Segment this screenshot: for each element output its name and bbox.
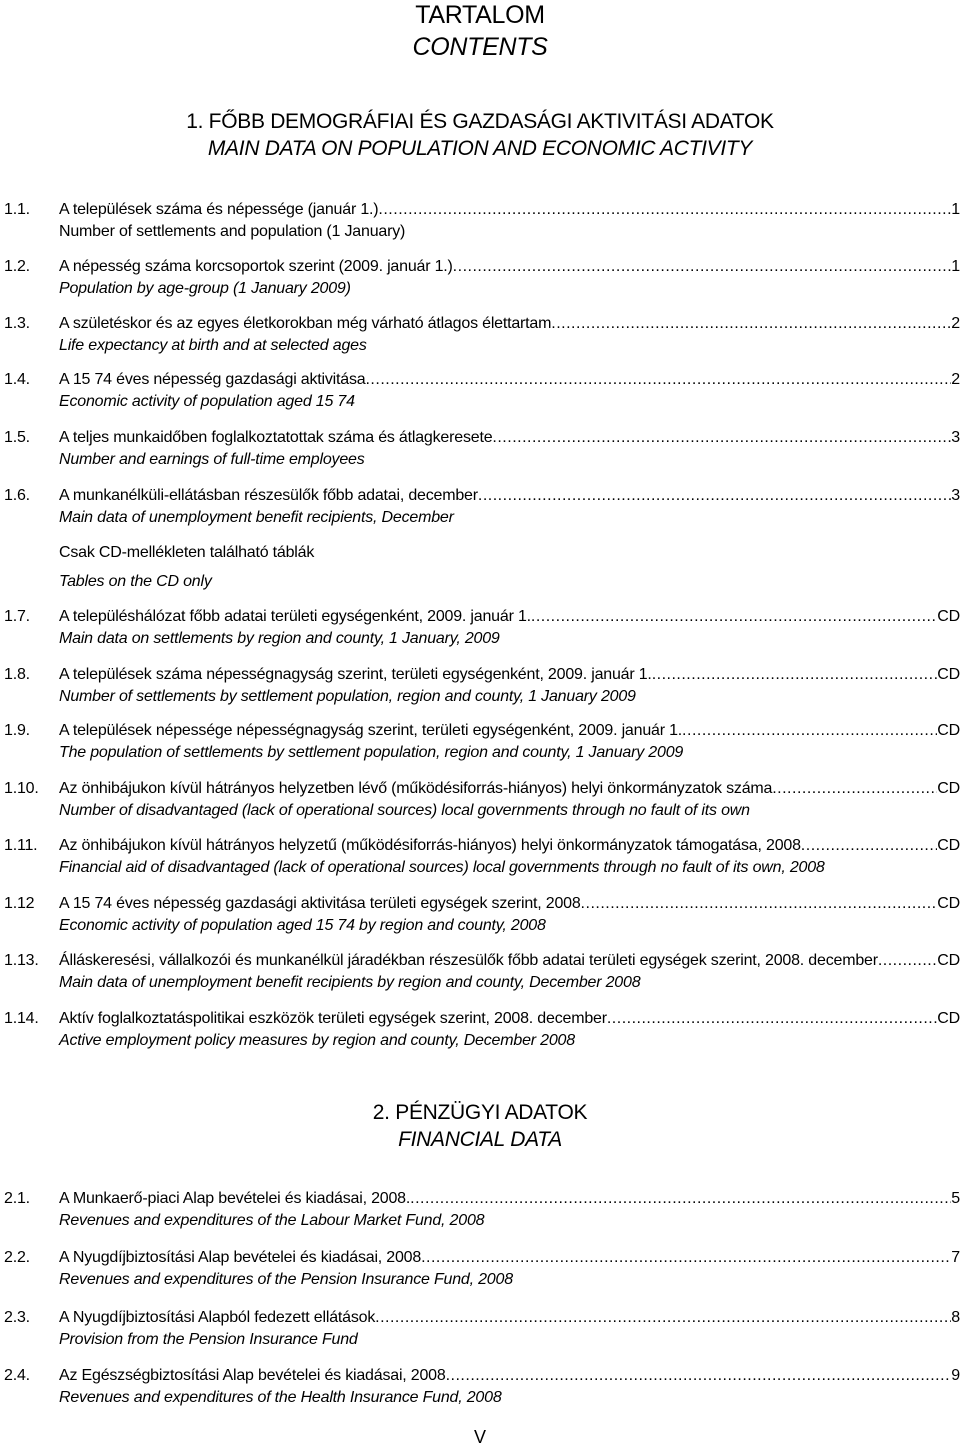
toc-entry-1-1[interactable] [4, 199, 960, 243]
entry-title: A települések száma és népessége (január 1.) [59, 201, 379, 218]
entry-title-en: Main data on settlements by region and county, 1 January, 2009 [59, 630, 500, 647]
entry-title: A teljes munkaidőben foglalkoztatottak száma és átlagkeresete [59, 429, 493, 446]
entry-page: CD [937, 895, 960, 912]
entry-title: A 15 74 éves népesség gazdasági aktivitása [59, 371, 366, 388]
dot-leader [478, 485, 951, 507]
entry-title: A Munkaerő-piaci Alap bevételei és kiadásai, 2008. [59, 1190, 411, 1207]
entry-title-en: Economic activity of population aged 15 74 by region and county, 2008 [59, 917, 546, 934]
dot-leader [801, 835, 937, 857]
toc-entry-1-12[interactable] [4, 893, 960, 937]
entry-number: 1.13. [4, 952, 39, 969]
section-2-title: 2. PÉNZÜGYI ADATOK [372, 1101, 588, 1124]
entry-page: 1 [951, 258, 960, 275]
toc-entry-2-3[interactable] [4, 1307, 960, 1351]
entry-page: 2 [951, 315, 960, 332]
entry-number: 1.5. [4, 429, 30, 446]
toc-entry-1-7[interactable] [4, 606, 960, 650]
section-1-title-en: MAIN DATA ON POPULATION AND ECONOMIC ACTIVITY [207, 137, 753, 160]
entry-title-en: Revenues and expenditures of the Pension Insurance Fund, 2008 [59, 1271, 513, 1288]
dot-leader [551, 313, 951, 335]
entry-page: 9 [951, 1367, 960, 1384]
entry-title-en: Revenues and expenditures of the Health Insurance Fund, 2008 [59, 1389, 502, 1406]
entry-title: Az önhibájukon kívül hátrányos helyzetű (működésiforrás-hiányos) helyi önkormányzatok támogatása, 2008 [59, 837, 801, 854]
toc-entry-1-2[interactable] [4, 256, 960, 300]
dot-leader [375, 1307, 951, 1329]
dot-leader [531, 606, 937, 628]
toc-entry-1-4[interactable] [4, 369, 960, 413]
dot-leader [772, 778, 937, 800]
page-title-en: CONTENTS [412, 33, 548, 61]
toc-entry-2-2[interactable] [4, 1247, 960, 1291]
entry-number: 2.4. [4, 1367, 30, 1384]
cd-only-note: Csak CD-mellékleten található táblák [59, 544, 315, 561]
entry-title: A Nyugdíjbiztosítási Alapból fedezett ellátások [59, 1309, 376, 1326]
dot-leader [378, 199, 951, 221]
entry-number: 1.9. [4, 722, 30, 739]
entry-title: A népesség száma korcsoportok szerint (2009. január 1.) [59, 258, 453, 275]
dot-leader [492, 427, 951, 449]
toc-entry-2-1[interactable] [4, 1188, 960, 1232]
entry-title-en: Number and earnings of full-time employees [59, 451, 365, 468]
entry-page: 3 [951, 429, 960, 446]
toc-entry-1-11[interactable] [4, 835, 960, 879]
entry-title: A munkanélküli-ellátásban részesülők főbb adatai, december [59, 487, 478, 504]
entry-page: CD [937, 1010, 960, 1027]
entry-title: Az önhibájukon kívül hátrányos helyzetben lévő (működésiforrás-hiányos) helyi önkormányzatok száma [59, 780, 773, 797]
dot-leader [652, 664, 938, 686]
entry-title-en: The population of settlements by settlement population, region and county, 1 January 2009 [59, 744, 684, 761]
dot-leader [410, 1188, 951, 1210]
entry-page: CD [937, 608, 960, 625]
entry-number: 1.3. [4, 315, 30, 332]
entry-number: 1.10. [4, 780, 39, 797]
toc-entry-1-8[interactable] [4, 664, 960, 708]
entry-page: CD [937, 780, 960, 797]
section-2-title-en: FINANCIAL DATA [398, 1128, 562, 1151]
entry-number: 2.1. [4, 1190, 30, 1207]
entry-page: CD [937, 952, 960, 969]
entry-page: 8 [951, 1309, 960, 1326]
entry-page: 7 [951, 1249, 960, 1266]
dot-leader [682, 720, 937, 742]
entry-title-en: Active employment policy measures by region and county, December 2008 [59, 1032, 575, 1049]
entry-title: Az Egészségbiztosítási Alap bevételei és kiadásai, 2008 [59, 1367, 446, 1384]
dot-leader [365, 369, 951, 391]
entry-title: A településhálózat főbb adatai területi egységenként, 2009. január 1. [59, 608, 531, 625]
dot-leader [878, 950, 937, 972]
toc-entry-1-3[interactable] [4, 313, 960, 357]
entry-title-en: Number of settlements and population (1 January) [59, 223, 406, 240]
page-number: V [473, 1427, 486, 1447]
page-title: TARTALOM [415, 1, 545, 29]
entry-title: Álláskeresési, vállalkozói és munkanélkül járadékban részesülők főbb adatai területi egységek szerint, 2008. december [59, 952, 878, 969]
entry-page: CD [937, 722, 960, 739]
entry-number: 1.11. [4, 837, 38, 854]
entry-title-en: Number of settlements by settlement population, region and county, 1 January 2009 [59, 688, 636, 705]
dot-leader [421, 1247, 951, 1269]
entry-title: A születéskor és az egyes életkorokban még várható átlagos élettartam [59, 315, 552, 332]
entry-number: 1.6. [4, 487, 30, 504]
toc-entry-1-9[interactable] [4, 720, 960, 764]
entry-title-en: Life expectancy at birth and at selected ages [59, 337, 367, 354]
entry-title-en: Main data of unemployment benefit recipients, December [59, 509, 454, 526]
entry-title-en: Main data of unemployment benefit recipients by region and county, December 2008 [59, 974, 641, 991]
entry-number: 1.8. [4, 666, 30, 683]
entry-page: CD [937, 666, 960, 683]
dot-leader [607, 1008, 937, 1030]
dot-leader [581, 893, 938, 915]
entry-title: A települések száma népességnagyság szerint, területi egységenként, 2009. január 1. [59, 666, 652, 683]
toc-entry-1-6[interactable] [4, 485, 960, 529]
toc-entry-1-14[interactable] [4, 1008, 960, 1052]
entry-number: 2.2. [4, 1249, 30, 1266]
entry-title: A Nyugdíjbiztosítási Alap bevételei és kiadásai, 2008 [59, 1249, 422, 1266]
entry-number: 1.2. [4, 258, 30, 275]
toc-entry-2-4[interactable] [4, 1365, 960, 1409]
entry-page: CD [937, 837, 960, 854]
entry-title: A települések népessége népességnagyság szerint, területi egységenként, 2009. január 1. [59, 722, 683, 739]
entry-title-en: Provision from the Pension Insurance Fund [59, 1331, 358, 1348]
entry-page: 1 [951, 201, 960, 218]
dot-leader [453, 256, 952, 278]
toc-entry-1-10[interactable] [4, 778, 960, 822]
entry-page: 3 [951, 487, 960, 504]
entry-number: 2.3. [4, 1309, 30, 1326]
entry-title-en: Number of disadvantaged (lack of operational sources) local governments through no fault of its own [59, 802, 750, 819]
entry-title: Aktív foglalkoztatáspolitikai eszközök területi egységek szerint, 2008. december [59, 1010, 607, 1027]
entry-number: 1.1. [4, 201, 30, 218]
entry-title-en: Financial aid of disadvantaged (lack of operational sources) local governments through no fault of its own, 2008 [59, 859, 825, 876]
entry-title-en: Revenues and expenditures of the Labour Market Fund, 2008 [59, 1212, 485, 1229]
toc-entry-1-13[interactable] [4, 950, 960, 994]
entry-title-en: Economic activity of population aged 15 74 [59, 393, 355, 410]
entry-title-en: Population by age-group (1 January 2009) [59, 280, 351, 297]
entry-page: 5 [951, 1190, 960, 1207]
entry-number: 1.4. [4, 371, 30, 388]
entry-page: 2 [951, 371, 960, 388]
section-1-title: 1. FŐBB DEMOGRÁFIAI ÉS GAZDASÁGI AKTIVITÁSI ADATOK [186, 110, 774, 133]
cd-only-note-en: Tables on the CD only [59, 573, 212, 590]
dot-leader [446, 1365, 952, 1387]
entry-number: 1.14. [4, 1010, 39, 1027]
entry-number: 1.7. [4, 608, 30, 625]
toc-entry-1-5[interactable] [4, 427, 960, 471]
entry-number: 1.12 [4, 895, 35, 912]
entry-title: A 15 74 éves népesség gazdasági aktivitása területi egységek szerint, 2008 [59, 895, 581, 912]
